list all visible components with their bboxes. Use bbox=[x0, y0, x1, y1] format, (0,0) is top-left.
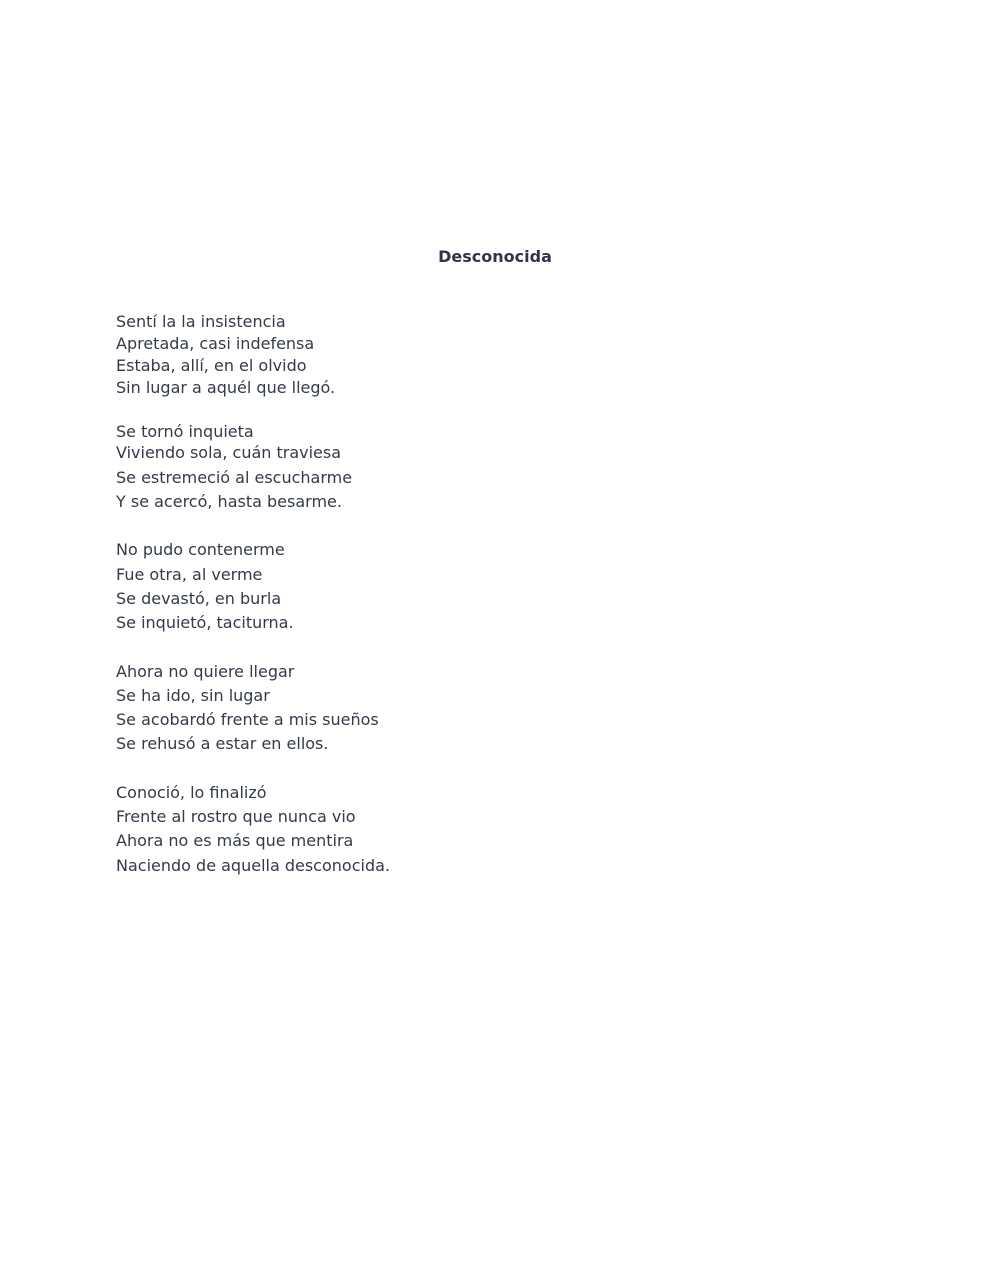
poem-line: Viviendo sola, cuán traviesa bbox=[116, 443, 342, 462]
poem-line: Apretada, casi indefensa bbox=[116, 334, 315, 353]
poem-line: Ahora no quiere llegar bbox=[116, 662, 295, 681]
poem-line: Se devastó, en burla bbox=[116, 589, 282, 608]
poem-line: Conoció, lo finalizó bbox=[116, 783, 267, 802]
poem-line: Se tornó inquieta bbox=[116, 422, 254, 441]
poem-line: Naciendo de aquella desconocida. bbox=[116, 856, 390, 875]
poem-line: Estaba, allí, en el olvido bbox=[116, 356, 307, 375]
poem-line: Frente al rostro que nunca vio bbox=[116, 807, 356, 826]
poem-line: Se rehusó a estar en ellos. bbox=[116, 734, 329, 753]
poem-line: Se acobardó frente a mis sueños bbox=[116, 710, 379, 729]
poem-line: Se ha ido, sin lugar bbox=[116, 686, 270, 705]
poem-title: Desconocida bbox=[438, 247, 552, 266]
poem-line: Se estremeció al escucharme bbox=[116, 468, 353, 487]
poem-line: Y se acercó, hasta besarme. bbox=[116, 492, 342, 511]
poem-line: Sin lugar a aquél que llegó. bbox=[116, 378, 336, 397]
poem-line: Fue otra, al verme bbox=[116, 565, 263, 584]
poem-line: Se inquietó, taciturna. bbox=[116, 613, 294, 632]
poem-line: Ahora no es más que mentira bbox=[116, 831, 354, 850]
poem-line: Sentí la la insistencia bbox=[116, 312, 286, 331]
poem-line: No pudo contenerme bbox=[116, 540, 285, 559]
